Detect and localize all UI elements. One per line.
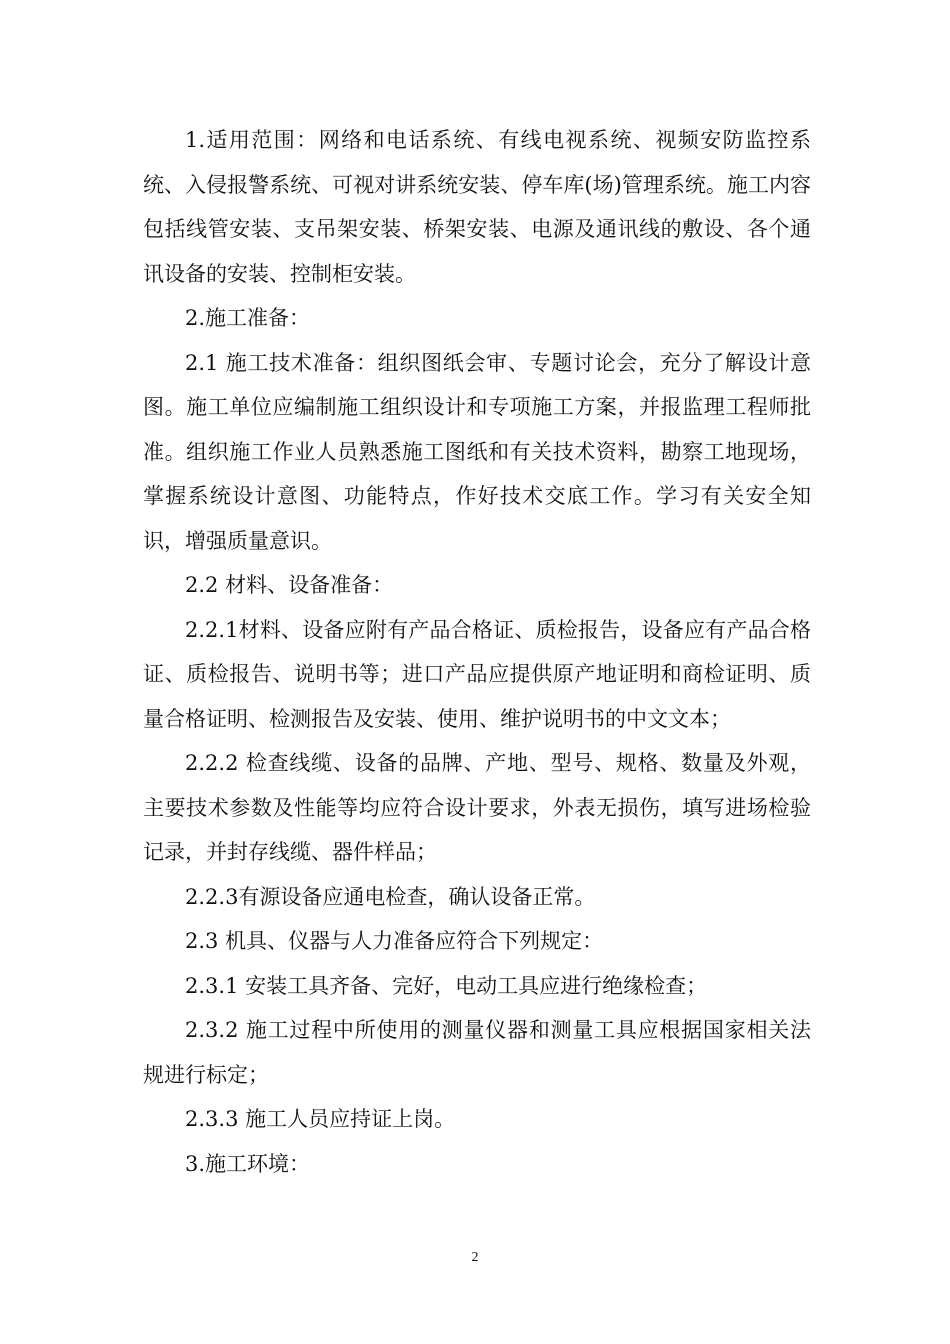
paragraph-2-3-2: 2.3.2 施工过程中所使用的测量仪器和测量工具应根据国家相关法规进行标定；	[143, 1018, 811, 1087]
document-body	[143, 118, 811, 1186]
paragraph-2-3: 2.3 机具、仪器与人力准备应符合下列规定：	[185, 929, 604, 953]
paragraph-2-2-3: 2.2.3有源设备应通电检查，确认设备正常。	[185, 884, 596, 909]
paragraph-2-2-2: 2.2.2 检查线缆、设备的品牌、产地、型号、规格、数量及外观，主要技术参数及性能等均应符合设计要求，外表无损伤，填写进场检验记录，并封存线缆、器件样品；	[143, 751, 811, 864]
paragraph-construction-environment: 3.施工环境：	[185, 1151, 311, 1176]
paragraph-scope: 1.适用范围：网络和电话系统、有线电视系统、视频安防监控系统、入侵报警系统、可视对讲系统安装、停车库(场)管理系统。施工内容包括线管安装、支吊架安装、桥架安装、电源及通讯线的敷设、各个通讯设备的安装、控制柜安装。	[143, 128, 811, 286]
paragraph-construction-preparation: 2.施工准备：	[185, 306, 311, 330]
paragraph-technical-preparation: 2.1 施工技术准备：组织图纸会审、专题讨论会，充分了解设计意图。施工单位应编制施工组织设计和专项施工方案，并报监理工程师批准。组织施工作业人员熟悉施工图纸和有关技术资料，勘察工地现场，掌握系统设计意图、功能特点，作好技术交底工作。学习有关安全知识，增强质量意识。	[143, 350, 811, 553]
paragraph-2-3-1: 2.3.1 安装工具齐备、完好，电动工具应进行绝缘检查；	[185, 973, 708, 998]
paragraph-material-equipment-preparation: 2.2 材料、设备准备：	[185, 573, 394, 597]
page-number: 2	[471, 1250, 479, 1265]
paragraph-2-2-1: 2.2.1材料、设备应附有产品合格证、质检报告，设备应有产品合格证、质检报告、说明书等；进口产品应提供原产地证明和商检证明、质量合格证明、检测报告及安装、使用、维护说明书的中文文本；	[143, 617, 811, 731]
paragraph-2-3-3: 2.3.3 施工人员应持证上岗。	[185, 1107, 456, 1131]
